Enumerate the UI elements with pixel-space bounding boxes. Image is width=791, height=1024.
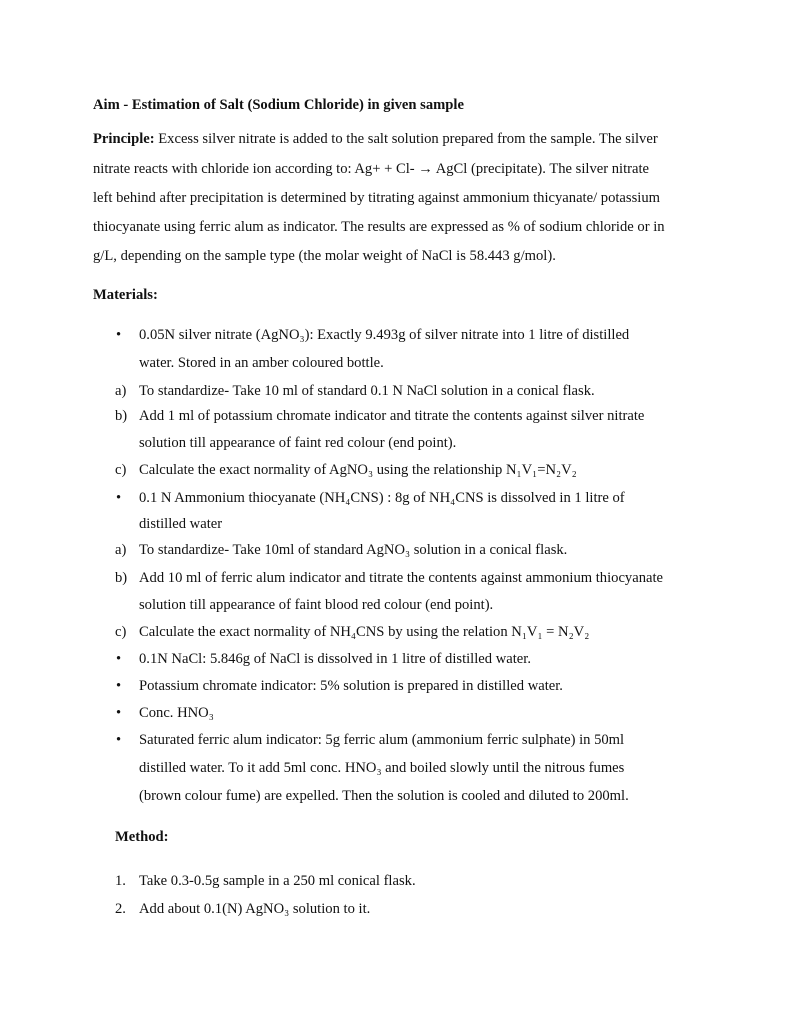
material-item-text: water. Stored in an amber coloured bottle. bbox=[139, 355, 384, 371]
list-marker: c) bbox=[115, 462, 127, 478]
material-item-text: Calculate the exact normality of AgNO₃ using the relationship N₁V₁=N₂V₂ bbox=[139, 462, 577, 478]
principle-line-5: g/L, depending on the sample type (the molar weight of NaCl is 58.443 g/mol). bbox=[93, 248, 556, 264]
material-item-text: 0.1 N Ammonium thiocyanate (NH₄CNS) : 8g of NH₄CNS is dissolved in 1 litre of bbox=[139, 490, 625, 506]
principle-line-1 bbox=[93, 130, 698, 148]
principle-line-2: nitrate reacts with chloride ion according to: Ag+ + Cl- → AgCl (precipitate). The silver nitrate bbox=[93, 161, 650, 177]
list-marker: a) bbox=[115, 542, 127, 558]
bullet-marker: • bbox=[116, 490, 122, 506]
material-item-text: Saturated ferric alum indicator: 5g ferric alum (ammonium ferric sulphate) in 50ml bbox=[139, 732, 625, 748]
material-item-text: solution till appearance of faint blood red colour (end point). bbox=[139, 597, 494, 613]
principle-text: Excess silver nitrate is added to the salt solution prepared from the sample. The silver bbox=[154, 131, 658, 147]
material-item-text: To standardize- Take 10 ml of standard 0.1 N NaCl solution in a conical flask. bbox=[139, 383, 595, 399]
list-marker: c) bbox=[115, 624, 127, 640]
method-step-text: Add about 0.1(N) AgNO₃ solution to it. bbox=[139, 901, 371, 917]
bullet-marker: • bbox=[116, 732, 122, 748]
material-item-text: To standardize- Take 10ml of standard AgNO₃ solution in a conical flask. bbox=[139, 542, 568, 558]
principle-line-4: thiocyanate using ferric alum as indicator. The results are expressed as % of sodium chloride or in bbox=[93, 219, 665, 235]
list-marker: a) bbox=[115, 383, 127, 399]
material-item-text: Calculate the exact normality of NH₄CNS by using the relation N₁V₁ = N₂V₂ bbox=[139, 624, 590, 640]
material-item-text: Add 10 ml of ferric alum indicator and titrate the contents against ammonium thiocyanate bbox=[139, 570, 663, 586]
material-item-text: Potassium chromate indicator: 5% solution is prepared in distilled water. bbox=[139, 678, 563, 694]
bullet-marker: • bbox=[116, 651, 122, 667]
materials-heading: Materials: bbox=[93, 287, 158, 303]
aim-text: - Estimation of Salt (Sodium Chloride) in given sample bbox=[119, 97, 464, 113]
method-heading: Method: bbox=[115, 829, 169, 845]
aim-heading bbox=[93, 96, 464, 114]
principle-line-3: left behind after precipitation is determined by titrating against ammonium thicyanate/ potassium bbox=[93, 190, 660, 206]
list-marker: b) bbox=[115, 408, 128, 424]
material-item-text: Conc. HNO₃ bbox=[139, 705, 214, 721]
material-item-text: Add 1 ml of potassium chromate indicator and titrate the contents against silver nitrate bbox=[139, 408, 645, 424]
step-number: 2. bbox=[115, 901, 126, 917]
method-step-text: Take 0.3-0.5g sample in a 250 ml conical flask. bbox=[139, 873, 416, 889]
material-item-text: distilled water. To it add 5ml conc. HNO₃ and boiled slowly until the nitrous fumes bbox=[139, 760, 625, 776]
bullet-marker: • bbox=[116, 327, 122, 343]
material-item-text: distilled water bbox=[139, 516, 223, 532]
material-item-text: 0.1N NaCl: 5.846g of NaCl is dissolved in 1 litre of distilled water. bbox=[139, 651, 531, 667]
material-item-text: solution till appearance of faint red colour (end point). bbox=[139, 435, 457, 451]
aim-label: Aim bbox=[93, 97, 120, 113]
step-number: 1. bbox=[115, 873, 126, 889]
list-marker: b) bbox=[115, 570, 128, 586]
bullet-marker: • bbox=[116, 705, 122, 721]
principle-label: Principle: bbox=[93, 131, 155, 147]
material-item-text: 0.05N silver nitrate (AgNO₃): Exactly 9.493g of silver nitrate into 1 litre of distilled bbox=[139, 327, 630, 343]
bullet-marker: • bbox=[116, 678, 122, 694]
material-item-text: (brown colour fume) are expelled. Then the solution is cooled and diluted to 200ml. bbox=[139, 788, 629, 804]
